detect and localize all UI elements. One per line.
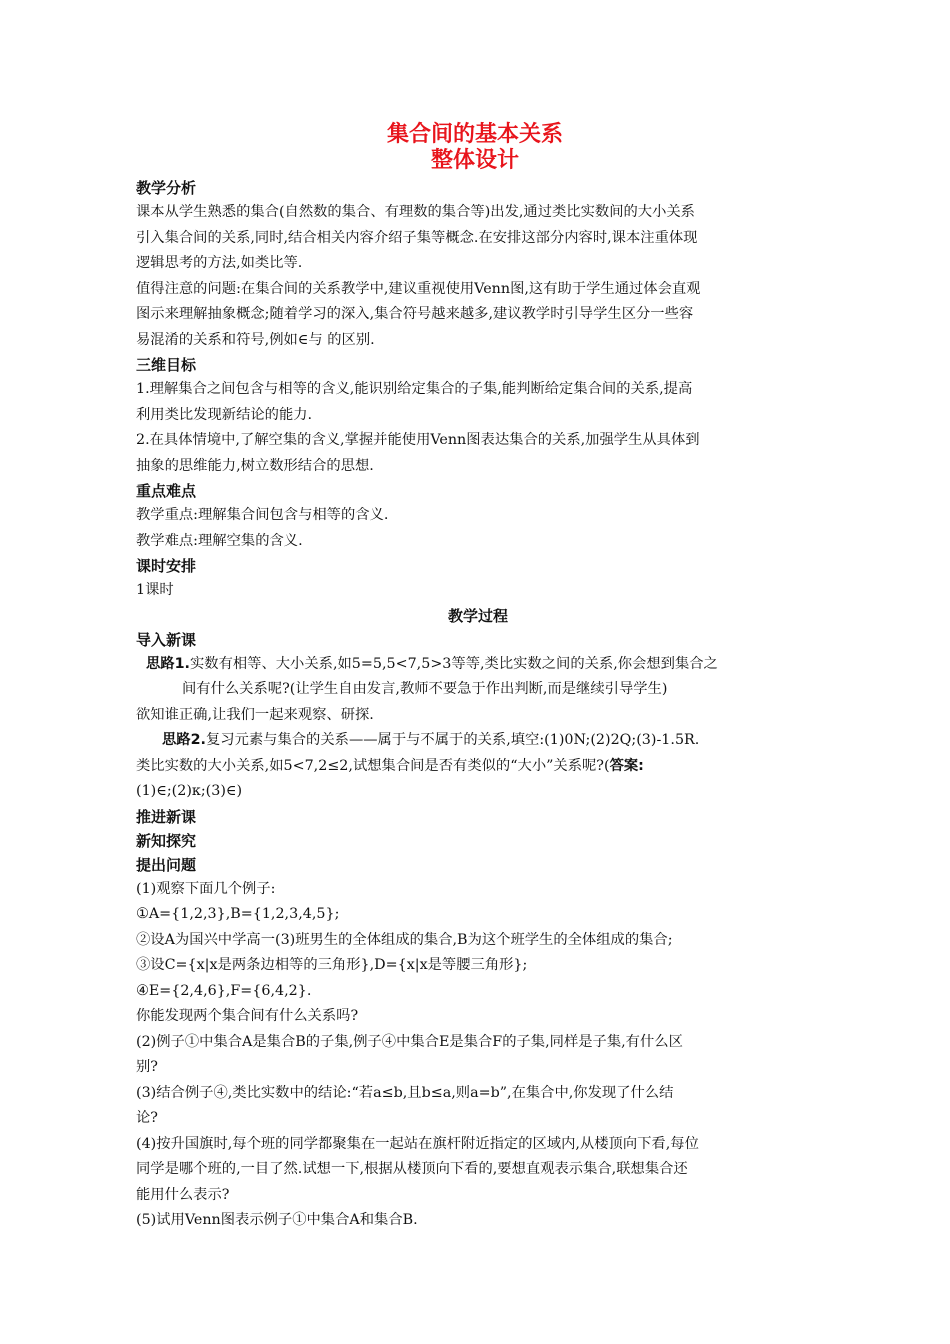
paragraph-line: 教学难点:理解空集的含义.: [136, 532, 303, 549]
question-item: ②设A为国兴中学高一(3)班男生的全体组成的集合,B为这个班学生的全体组成的集合;: [136, 931, 673, 948]
question-item: 同学是哪个班的,一目了然.试想一下,根据从楼顶向下看的,要想直观表示集合,联想集合还: [136, 1161, 688, 1177]
paragraph-line: 课本从学生熟悉的集合(自然数的集合、有理数的集合等)出发,通过类比实数间的大小关系: [136, 204, 695, 220]
question-item: 能用什么表示?: [136, 1186, 230, 1203]
section-heading-goals: 三维目标: [136, 356, 197, 374]
question-item: (1)观察下面几个例子:: [136, 880, 276, 897]
section-heading-questions: 提出问题: [136, 855, 197, 874]
paragraph-line: 1课时: [136, 582, 174, 598]
idea2-line: [136, 728, 820, 754]
idea1-label: 思路1.: [146, 655, 190, 672]
question-item: ③设C={x|x是两条边相等的三角形},D={x|x是等腰三角形};: [136, 957, 528, 973]
section-heading-analysis: 教学分析: [136, 179, 197, 197]
section-heading-process: 教学过程: [447, 606, 508, 625]
idea2-label: 思路2.: [162, 732, 206, 748]
question-item: (2)例子①中集合A是集合B的子集,例子④中集合E是集合F的子集,同样是子集,有什么区: [136, 1033, 683, 1050]
paragraph-line: 引入集合间的关系,同时,结合相关内容介绍子集等概念.在安排这部分内容时,课本注重体现: [136, 229, 698, 246]
idea1-text: 实数有相等、大小关系,如5=5,5<7,5>3等等,类比实数之间的关系,你会想到集合之: [189, 655, 718, 672]
question-item: ①A={1,2,3},B={1,2,3,4,5};: [136, 906, 340, 922]
paragraph-line: 1.理解集合之间包含与相等的含义,能识别给定集合的子集,能判断给定集合间的关系,提高: [136, 381, 693, 397]
section-heading-key-points: 重点难点: [136, 482, 197, 500]
question-item: (4)按升国旗时,每个班的同学都聚集在一起站在旗杆附近指定的区域内,从楼顶向下看,每位: [136, 1135, 699, 1152]
document-title: 集合间的基本关系: [386, 122, 563, 147]
paragraph-line: 教学重点:理解集合间包含与相等的含义.: [136, 507, 389, 523]
paragraph-line: 间有什么关系呢?(让学生自由发言,教师不要急于作出判断,而是继续引导学生): [182, 681, 668, 697]
question-item: 你能发现两个集合间有什么关系吗?: [136, 1008, 359, 1024]
section-heading-explore: 新知探究: [136, 831, 197, 850]
paragraph-line: 图示来理解抽象概念;随着学习的深入,集合符号越来越多,建议教学时引导学生区分一些容: [136, 306, 694, 322]
paragraph-line: 逻辑思考的方法,如类比等.: [136, 255, 303, 271]
section-heading-intro: 导入新课: [136, 630, 197, 649]
paragraph-line: 2.在具体情境中,了解空集的含义,掌握并能使用Venn图表达集合的关系,加强学生从具体到: [136, 432, 700, 448]
document-body: [136, 176, 820, 1234]
question-item: 别?: [136, 1059, 158, 1075]
answer-label: 答案:: [609, 757, 644, 774]
paragraph-line: (1)∈;(2)κ;(3)∈): [136, 783, 243, 799]
section-heading-schedule: 课时安排: [136, 557, 197, 575]
paragraph-line: 易混淆的关系和符号,例如∈与 的区别.: [136, 331, 375, 348]
paragraph-line: 值得注意的问题:在集合间的关系教学中,建议重视使用Venn图,这有助于学生通过体会直观: [136, 280, 701, 297]
paragraph-line: 抽象的思维能力,树立数形结合的思想.: [136, 457, 374, 474]
paragraph-line: 利用类比发现新结论的能力.: [136, 406, 313, 423]
question-item: ④E={2,4,6},F={6,4,2}.: [136, 982, 312, 999]
idea2-line: [136, 754, 820, 780]
paragraph-line: 欲知谁正确,让我们一起来观察、研探.: [136, 706, 374, 723]
document-subtitle: 整体设计: [430, 148, 519, 173]
section-heading-advance: 推进新课: [136, 807, 197, 826]
idea1-line: [136, 652, 820, 678]
idea2-text: 类比实数的大小关系,如5<7,2≤2,试想集合间是否有类似的“大小”关系呢?(: [136, 757, 610, 774]
question-item: 论?: [136, 1110, 158, 1126]
question-item: (3)结合例子④,类比实数中的结论:“若a≤b,且b≤a,则a=b”,在集合中,你发现了什么结: [136, 1084, 674, 1101]
question-item: (5)试用Venn图表示例子①中集合A和集合B.: [136, 1212, 418, 1228]
idea2-text: 复习元素与集合的关系——属于与不属于的关系,填空:(1)0N;(2)2Q;(3)-1.5R.: [205, 732, 700, 748]
